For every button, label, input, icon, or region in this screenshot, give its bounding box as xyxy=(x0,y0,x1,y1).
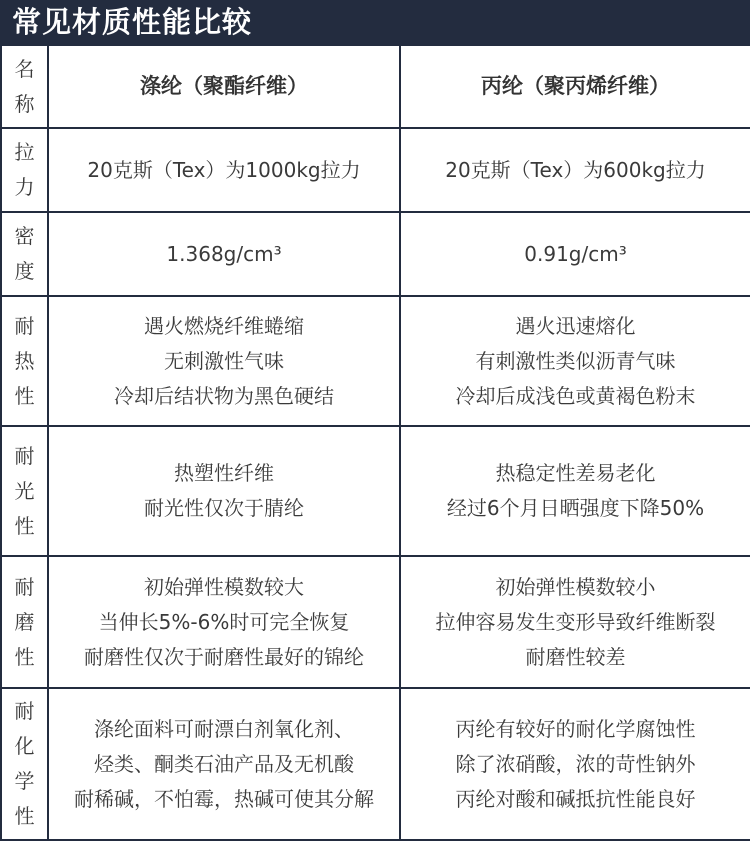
column-header-polyester: 涤纶（聚酯纤维） xyxy=(48,45,400,128)
polypropylene-cell: 遇火迅速熔化 有刺激性类似沥青气味 冷却后成浅色或黄褐色粉末 xyxy=(400,296,750,426)
polyester-cell: 热塑性纤维 耐光性仅次于腈纶 xyxy=(48,426,400,556)
table-row-name xyxy=(1,45,750,128)
polyester-cell: 涤纶面料可耐漂白剂氧化剂、 烃类、酮类石油产品及无机酸 耐稀碱，不怕霉，热碱可使其分解 xyxy=(48,688,400,840)
page-title: 常见材质性能比较 xyxy=(12,5,253,39)
polyester-cell: 遇火燃烧纤维蜷缩 无刺激性气味 冷却后结状物为黑色硬结 xyxy=(48,296,400,426)
title-bar xyxy=(0,0,750,44)
polypropylene-cell: 热稳定性差易老化 经过6个月日晒强度下降50% xyxy=(400,426,750,556)
row-label: 耐 化 学 性 xyxy=(1,688,48,840)
table-row-light-resistance xyxy=(1,426,750,556)
table-row-tensile xyxy=(1,128,750,212)
row-label: 耐 光 性 xyxy=(1,426,48,556)
row-label: 耐 磨 性 xyxy=(1,556,48,688)
comparison-table xyxy=(0,44,750,841)
polyester-cell: 1.368g/cm³ xyxy=(48,212,400,296)
polypropylene-cell: 初始弹性模数较小 拉伸容易发生变形导致纤维断裂 耐磨性较差 xyxy=(400,556,750,688)
table-row-abrasion-resistance xyxy=(1,556,750,688)
table-row-density xyxy=(1,212,750,296)
table-row-chemical-resistance xyxy=(1,688,750,840)
polyester-cell: 20克斯（Tex）为1000kg拉力 xyxy=(48,128,400,212)
polypropylene-cell: 20克斯（Tex）为600kg拉力 xyxy=(400,128,750,212)
table-row-heat-resistance xyxy=(1,296,750,426)
polypropylene-cell: 丙纶有较好的耐化学腐蚀性 除了浓硝酸，浓的苛性钠外 丙纶对酸和碱抵抗性能良好 xyxy=(400,688,750,840)
row-label: 密 度 xyxy=(1,212,48,296)
row-label: 名 称 xyxy=(1,45,48,128)
column-header-polypropylene: 丙纶（聚丙烯纤维） xyxy=(400,45,750,128)
polyester-cell: 初始弹性模数较大 当伸长5%-6%时可完全恢复 耐磨性仅次于耐磨性最好的锦纶 xyxy=(48,556,400,688)
polypropylene-cell: 0.91g/cm³ xyxy=(400,212,750,296)
row-label: 拉 力 xyxy=(1,128,48,212)
row-label: 耐 热 性 xyxy=(1,296,48,426)
